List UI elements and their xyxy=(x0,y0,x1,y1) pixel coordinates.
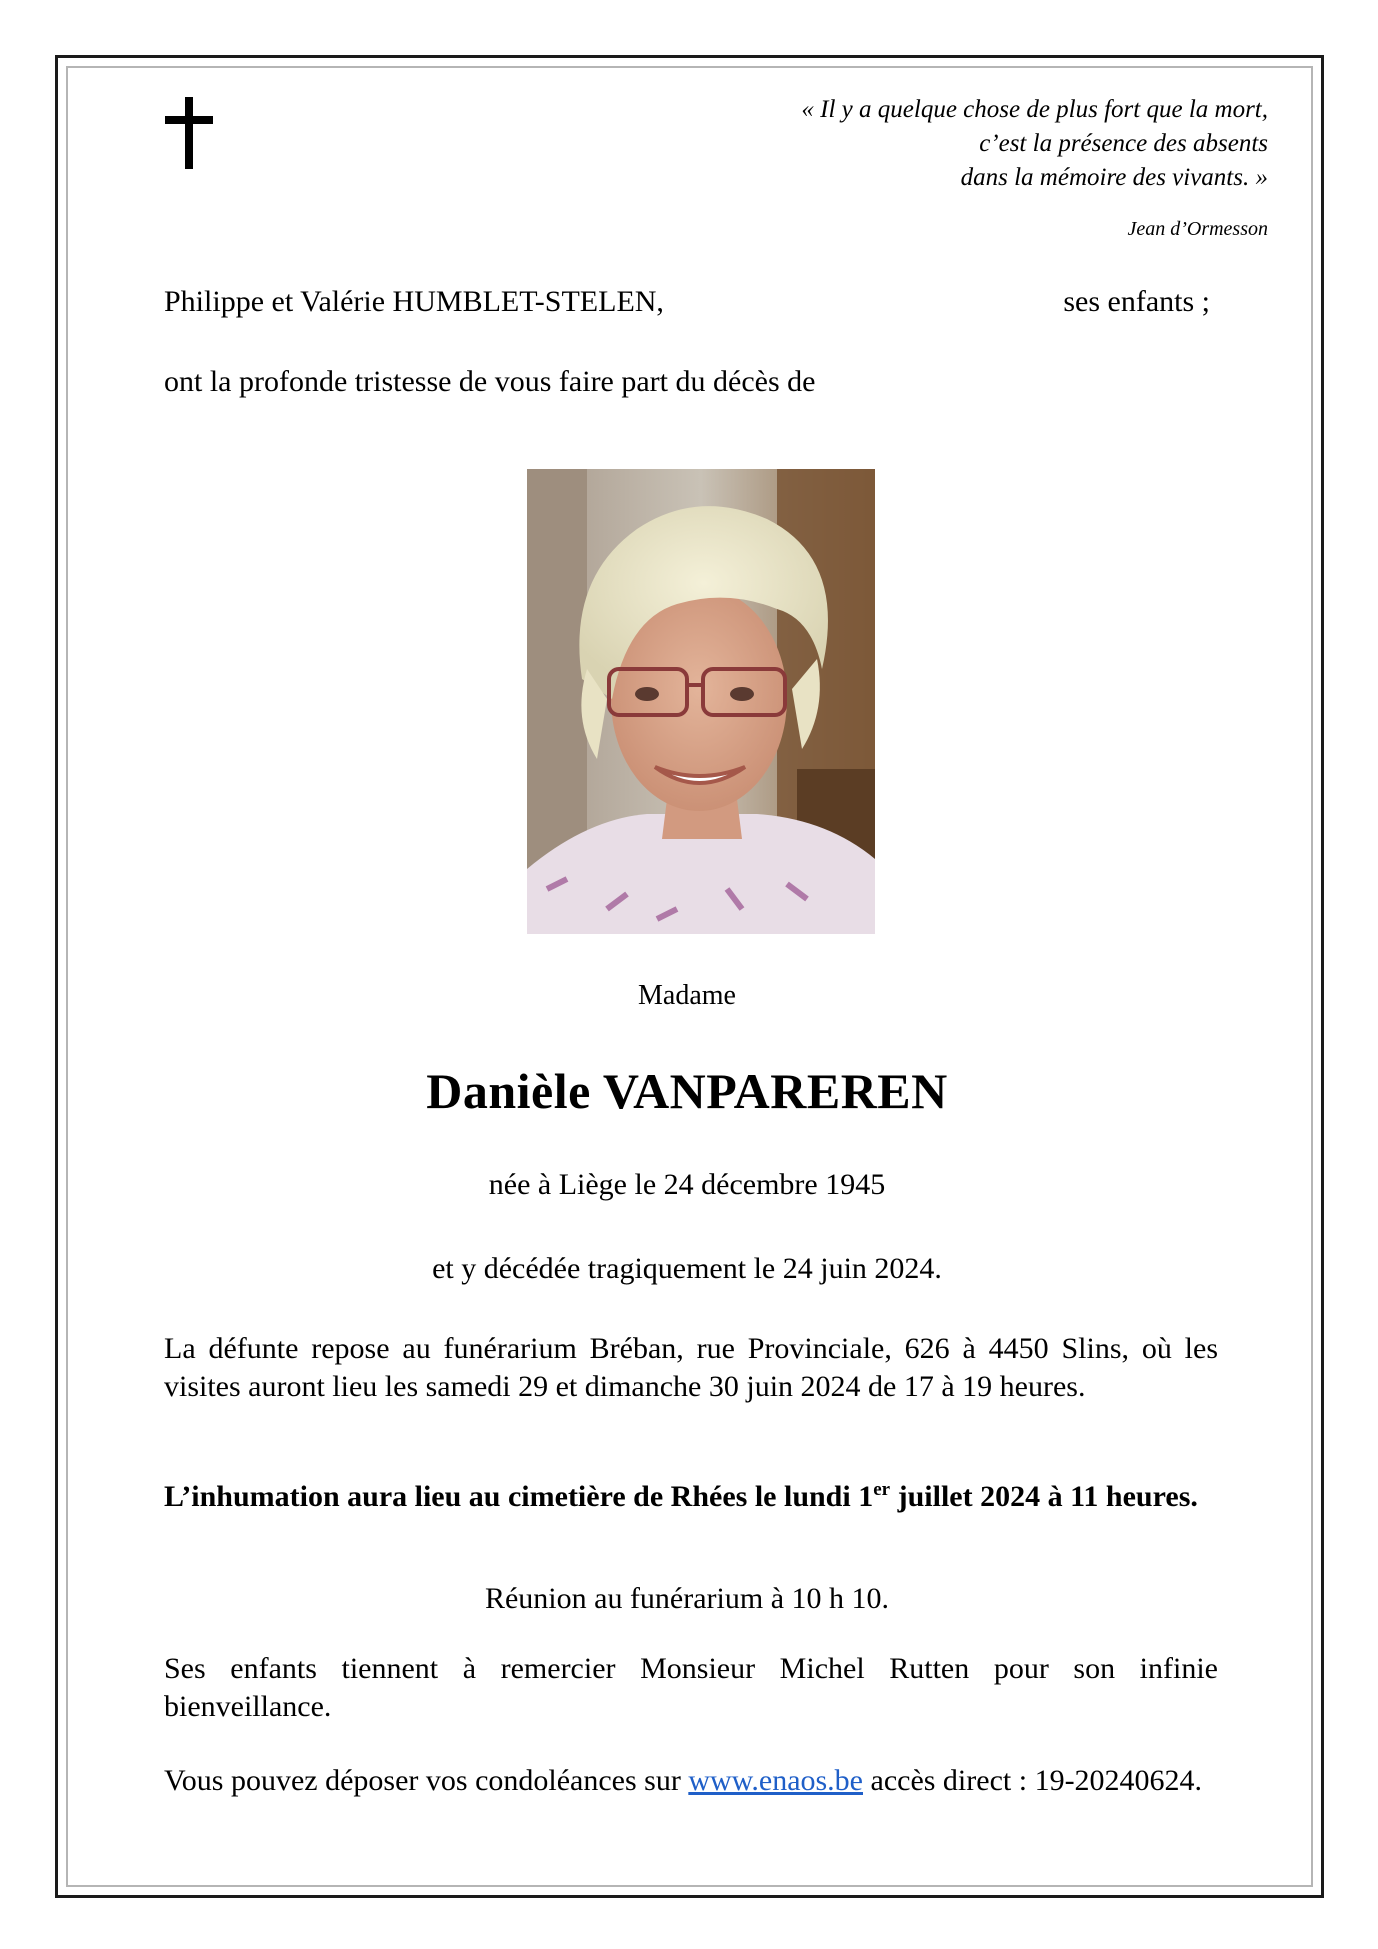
quote-line-1: « Il y a quelque chose de plus fort que la mort, xyxy=(801,96,1268,123)
reunion-line: Réunion au funérarium à 10 h 10. xyxy=(484,1582,890,1615)
repose-paragraph: La défunte repose au funérarium Bréban, rue Provinciale, 626 à 4450 Slins, où les visites auront lieu les samedi 29 et dimanche 30 juin 2024 de 17 à 19 heures. xyxy=(164,1332,1218,1403)
death-line: et y décédée tragiquement le 24 juin 2024. xyxy=(432,1252,942,1285)
page-border xyxy=(55,55,1324,1898)
family-relation: ses enfants ; xyxy=(1063,285,1210,318)
condolences-text-start: Vous pouvez déposer vos condoléances sur xyxy=(164,1764,689,1797)
condolences-link[interactable]: www.enaos.be xyxy=(688,1764,863,1797)
deceased-name: Danièle VANPAREREN xyxy=(426,1063,948,1119)
epigraph-quote xyxy=(801,93,1268,195)
quote-author: Jean d’Ormesson xyxy=(1127,218,1268,240)
birth-line: née à Liège le 24 décembre 1945 xyxy=(488,1168,886,1201)
quote-line-3: dans la mémoire des vivants. » xyxy=(960,164,1268,191)
burial-paragraph xyxy=(164,1478,1218,1516)
deceased-title: Madame xyxy=(638,980,736,1011)
condolences-paragraph xyxy=(164,1762,1218,1800)
burial-text-start: L’inhumation aura lieu au cimetière de Rhées le lundi 1 xyxy=(164,1480,874,1513)
burial-text-end: juillet 2024 à 11 heures. xyxy=(890,1480,1198,1513)
quote-line-2: c’est la présence des absents xyxy=(979,130,1268,157)
cross-icon xyxy=(165,97,213,169)
announcement-text: ont la profonde tristesse de vous faire part du décès de xyxy=(164,365,816,398)
family-names: Philippe et Valérie HUMBLET-STELEN, xyxy=(164,285,664,318)
thanks-paragraph: Ses enfants tiennent à remercier Monsieur Michel Rutten pour son infinie bienveillance. xyxy=(164,1652,1218,1723)
burial-ordinal: er xyxy=(873,1479,891,1500)
condolences-text-end: accès direct : 19-20240624. xyxy=(863,1764,1203,1797)
portrait-photo xyxy=(527,469,875,934)
